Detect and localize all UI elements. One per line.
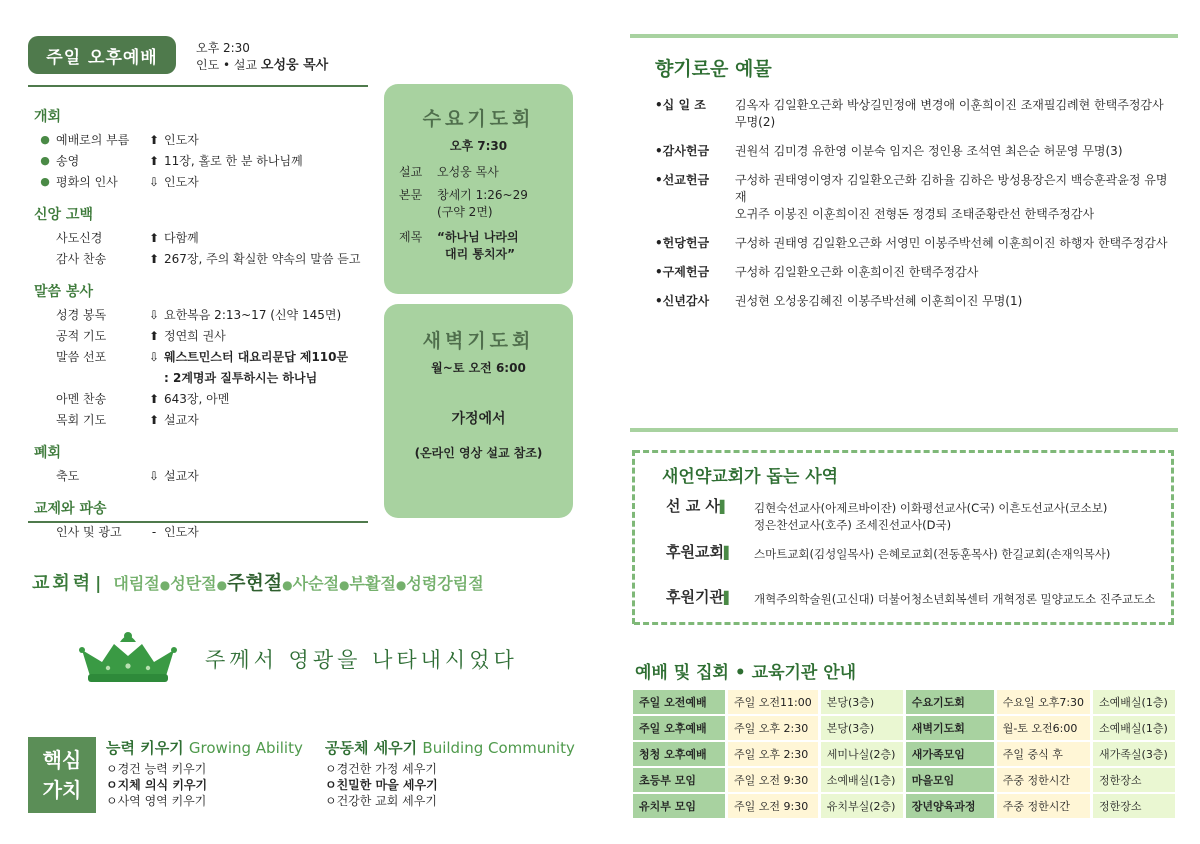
stand-arrow-icon: ⬆: [148, 153, 160, 168]
order-divider: [28, 521, 368, 523]
table-row: 주일 오전예배 주일 오전11:00 본당(3층) 수요기도회 수요일 오후7:30 소예배실(1층): [633, 690, 1175, 714]
core-value-ability: 능력 키우기 Growing Ability ㅇ경건 능력 키우기 ㅇ지체 의식 키우기 ㅇ사역 영역 키우기: [106, 739, 303, 808]
order-row: 목회 기도 ⬆ 설교자: [56, 412, 199, 427]
order-row: 말씀 선포 ⇩ 웨스트민스터 대요리문답 제110문: [56, 349, 349, 364]
order-row: : 2계명과 질투하시는 하나님: [164, 371, 318, 385]
section-opening-title: 개회: [34, 109, 62, 125]
offering-row: •십 일 조 김옥자 김일환오근화 박상길민정애 변경애 이훈희이진 조재필김례현 한택주정감사 무명(2): [655, 98, 1164, 129]
order-of-worship: [34, 106, 369, 542]
order-row: ● 송영 ⬆ 11장, 홀로 한 분 하나님께: [34, 150, 369, 171]
order-row: 공적 기도 ⬆ 정연희 권사: [56, 328, 226, 343]
season-christmas: 성탄절: [170, 574, 217, 593]
order-row: ● 평화의 인사 ⇩ 인도자: [34, 171, 369, 192]
order-row: 축도 ⇩ 설교자: [56, 468, 199, 483]
page-title: 주일 오후예배: [28, 36, 176, 74]
ministry-dash-bottom: [634, 622, 1174, 625]
sit-arrow-icon: ⇩: [148, 307, 160, 322]
ministry-title: 새언약교회가 돕는 사역: [662, 467, 839, 487]
season-easter: 부활절: [349, 574, 396, 593]
offerings-title: 향기로운 예물: [655, 58, 772, 80]
ministry-dash-left: [632, 450, 635, 624]
dot-icon: ●: [216, 578, 228, 592]
season-pentecost: 성령강림절: [406, 574, 484, 593]
season-advent: 대림절: [113, 574, 160, 593]
ministry-dash-right: [1171, 450, 1174, 624]
offering-row: •선교헌금 구성하 권태영이영자 김일환오근화 김하율 김하은 방성용장은지 백승훈곽윤정 유명재 오귀주 이봉진 이훈희이진 전형돈 정경퇴 조태준황란선 한택주정감사: [655, 173, 1168, 221]
sit-arrow-icon: ⇩: [148, 468, 160, 483]
section-fellowship-title: 교제와 파송: [34, 501, 107, 517]
offerings-list: [655, 97, 1175, 320]
order-row: 아멘 찬송 ⬆ 643장, 아멘: [56, 391, 230, 406]
dawn-prayer-box: [384, 304, 573, 518]
core-values-box: 핵심 가치: [28, 737, 96, 813]
table-row: 주일 오후예배 주일 오후 2:30 본당(3층) 새벽기도회 월-토 오전6:00 소예배실(1층): [633, 716, 1175, 740]
offering-row: •헌당헌금 구성하 권태영 김일환오근화 서영민 이봉주박선혜 이훈희이진 하행자 한택주정감사: [655, 236, 1168, 250]
ministry-row: 후원기관▌ 개혁주의학술원(고신대) 더불어청소년회복센터 개혁정론 밀양교도소 진주교도소: [666, 588, 1156, 606]
service-leader: 인도 • 설교 오성웅 목사: [196, 58, 329, 73]
schedule-title: 예배 및 집회 • 교육기관 안내: [635, 663, 857, 683]
service-info: [196, 40, 328, 74]
order-row: 인사 및 광고 - 인도자: [56, 524, 199, 539]
dot-icon: ●: [395, 578, 407, 592]
offering-row: •신년감사 권성현 오성웅김혜진 이봉주박선혜 이훈희이진 무명(1): [655, 294, 1023, 308]
schedule-table: [630, 688, 1178, 820]
stand-arrow-icon: ⬆: [148, 132, 160, 147]
order-row: 감사 찬송 ⬆ 267장, 주의 확실한 약속의 말씀 듣고: [56, 251, 361, 266]
wednesday-title: 수요기도회: [422, 108, 535, 130]
core-value-community: 공동체 세우기 Building Community ㅇ경건한 가정 세우기 ㅇ친밀한 마을 세우기 ㅇ건강한 교회 세우기: [325, 739, 575, 808]
table-row: 유치부 모임 주일 오전 9:30 유치부실(2층) 장년양육과정 주중 정한시간 정한장소: [633, 794, 1175, 818]
sit-arrow-icon: ⇩: [148, 349, 160, 364]
bullet-icon: ●: [40, 133, 50, 146]
dawn-note: (온라인 영상 설교 참조): [414, 446, 543, 460]
table-row: 청청 오후예배 주일 오후 2:30 세미나실(2층) 새가족모임 주일 중식 후 새가족실(3층): [633, 742, 1175, 766]
stand-arrow-icon: ⬆: [148, 251, 160, 266]
bullet-icon: ●: [40, 154, 50, 167]
crown-icon: [78, 628, 178, 684]
ministry-row: 후원교회▌ 스마트교회(김성일목사) 은혜로교회(전동훈목사) 한길교회(손재익목사): [666, 543, 1111, 561]
header-divider: [28, 85, 368, 87]
season-epiphany-current: 주현절: [227, 572, 283, 594]
ministry-dash-top: [634, 450, 1174, 453]
stand-arrow-icon: ⬆: [148, 391, 160, 406]
sit-arrow-icon: ⇩: [148, 174, 160, 189]
wednesday-details: 설교 오성웅 목사 본문 창세기 1:26~29 (구약 2면) 제목 “하나님 나라의 대리 통치자”: [399, 165, 528, 261]
calendar-label: 교회력: [32, 573, 94, 594]
ministry-row: 선 교 사▌ 김현숙선교사(아제르바이잔) 이화평선교사(C국) 이흔도선교사(코소보) 정은찬선교사(호주) 조세진선교사(D국): [666, 497, 1108, 532]
section-closing-title: 폐회: [34, 445, 62, 461]
slogan: 주께서 영광을 나타내시었다: [205, 648, 518, 672]
wednesday-time: 오후 7:30: [449, 139, 508, 153]
order-row: 성경 봉독 ⇩ 요한복음 2:13~17 (신약 145면): [56, 307, 342, 322]
dot-icon: ●: [159, 578, 171, 592]
dot-icon: ●: [282, 578, 293, 592]
offerings-top-bar: [630, 34, 1178, 38]
stand-arrow-icon: ⬆: [148, 412, 160, 427]
stand-arrow-icon: ⬆: [148, 230, 160, 245]
dawn-time: 월~토 오전 6:00: [431, 361, 526, 375]
order-row: 사도신경 ⬆ 다함께: [56, 230, 199, 245]
table-row: 초등부 모임 주일 오전 9:30 소예배실(1층) 마을모임 주중 정한시간 정한장소: [633, 768, 1175, 792]
order-row: ● 예배로의 부름 ⬆ 인도자: [34, 129, 369, 150]
offering-row: •감사헌금 권원석 김미경 유한영 이분숙 임지은 정인용 조석연 최은순 허문영 무명(3): [655, 144, 1123, 158]
dot-icon: ●: [339, 578, 350, 592]
season-lent: 사순절: [292, 574, 340, 593]
wednesday-prayer-box: [384, 84, 573, 294]
bullet-icon: ●: [40, 175, 50, 188]
offering-row: •구제헌금 구성하 김일환오근화 이훈희이진 한택주정감사: [655, 265, 979, 279]
section-word-title: 말씀 봉사: [34, 284, 93, 300]
dawn-title: 새벽기도회: [422, 330, 535, 352]
stand-arrow-icon: ⬆: [148, 328, 160, 343]
ministry-top-bar: [630, 428, 1178, 432]
section-confession-title: 신앙 고백: [34, 207, 93, 223]
church-calendar: 교회력 | 대림절●성탄절●주현절●사순절●부활절●성령강림절: [32, 572, 484, 594]
dawn-place: 가정에서: [451, 411, 506, 427]
ministry-list: [666, 498, 1166, 608]
service-time: 오후 2:30: [196, 41, 250, 55]
